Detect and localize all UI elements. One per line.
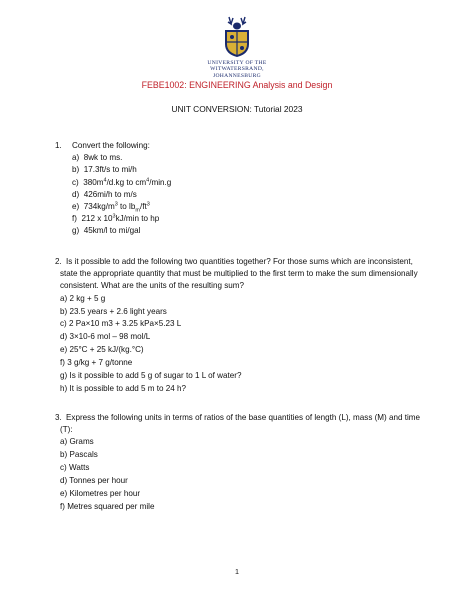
list-item: a) 8wk to ms. [72,153,123,163]
list-item: f) Metres squared per mile [60,501,155,511]
question-prompt: Is it possible to add the following two quantities together? For those sums which are inconsistent, state the appropriate quantity that must be multiplied to the first term to make the sum dimensionally consistent. What are the units of the resulting sum? [60,257,418,291]
question-prompt: Express the following units in terms of ratios of the base quantities of length (L), mass (M) and time (T): [60,413,421,435]
list-item: c) Watts [60,463,90,473]
tutorial-title: UNIT CONVERSION: Tutorial 2023 [171,104,303,114]
list-item: e) 25°C + 25 kJ/(kg.°C) [60,345,144,355]
list-item: c) 2 Pa×10 m3 + 3.25 kPa×5.23 L [60,319,182,329]
question-number: 2. [55,257,62,266]
question-number: 3. [55,413,62,422]
list-item: a) 2 kg + 5 g [60,293,106,303]
question-number: 1. [55,141,62,150]
list-item: f) 212 x $10^3kJ/\min$ to hp [72,213,160,224]
list-item: d) Tonnes per hour [60,476,128,486]
logo-text: UNIVERSITY OF THE WITWATERSRAND, JOHANNESBURG [207,60,267,79]
list-item: g) 45km/l to mi/gal [72,226,141,236]
list-item: h) It is possible to add 5 m to 24 h? [60,383,186,393]
list-item: e) Kilometres per hour [60,489,141,499]
question-2 [55,256,425,396]
question-3 [55,412,425,514]
question-2-items [60,293,425,396]
list-item: g) Is it possible to add 5 g of sugar to 1 L of water? [60,371,242,381]
list-item: c) $380m^4/d.kg$ to $cm^4/\min.g$ [72,176,172,187]
list-item: b) 17.3ft/s to mi/h [72,165,137,175]
list-item: b) Pascals [60,450,98,460]
list-item: d) 426mi/h to m/s [72,189,137,199]
list-item: f) 3 g/kg + 7 g/tonne [60,358,133,368]
list-item: e) $734kg/m^3$ to $lb_m/ft^3$ [72,201,150,214]
question-prompt: Convert the following: [72,141,150,150]
question-1-items [72,152,171,237]
question-1 [55,140,172,238]
university-logo [197,14,277,79]
crest-icon [219,14,255,58]
course-title: FEBE1002: ENGINEERING Analysis and Design [141,80,333,90]
list-item: d) 3×10-6 mol – 98 mol/L [60,332,151,342]
page-number: 1 [235,567,239,576]
list-item: a) Grams [60,437,94,447]
question-3-items [60,436,425,513]
list-item: b) 23.5 years + 2.6 light years [60,306,167,316]
